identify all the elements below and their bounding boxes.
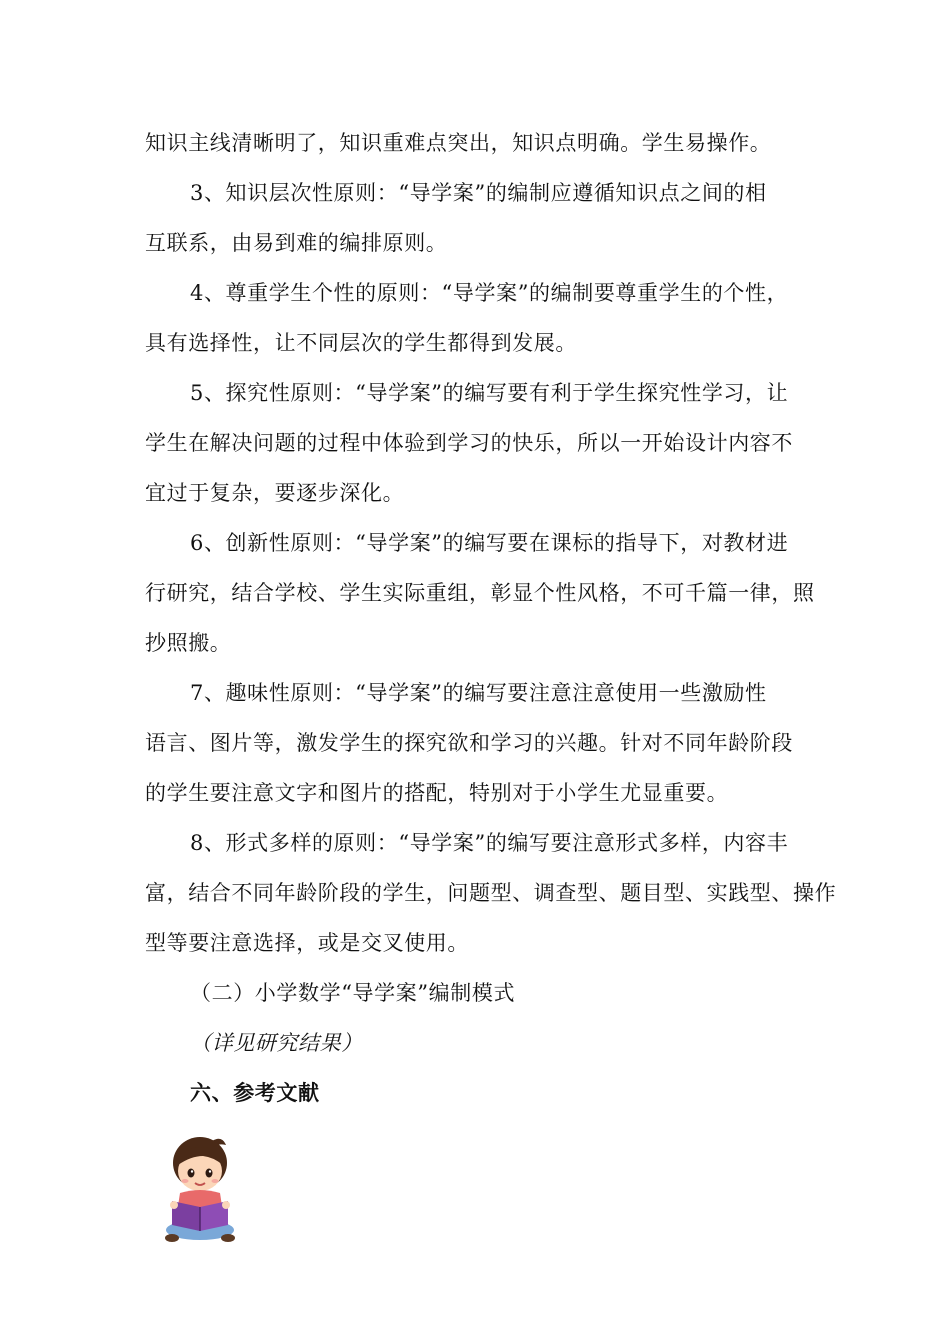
document-body xyxy=(145,118,837,1118)
text-line: 3、知识层次性原则：“导学案”的编制应遵循知识点之间的相 xyxy=(190,181,767,205)
text-line: 抄照搬。 xyxy=(145,631,232,655)
text-line: 互联系，由易到难的编排原则。 xyxy=(145,231,448,255)
text-line: 5、探究性原则：“导学案”的编写要有利于学生探究性学习，让 xyxy=(190,381,789,405)
reference-note: （详见研究结果） xyxy=(190,1031,363,1055)
text-line: 行研究，结合学校、学生实际重组，彰显个性风格，不可千篇一律，照 xyxy=(145,581,815,605)
text-line: 知识主线清晰明了，知识重难点突出，知识点明确。学生易操作。 xyxy=(145,131,772,155)
text-line: 的学生要注意文字和图片的搭配，特别对于小学生尤显重要。 xyxy=(145,781,729,805)
text-line: 4、尊重学生个性的原则：“导学案”的编制要尊重学生的个性， xyxy=(190,281,789,305)
text-line: 学生在解决问题的过程中体验到学习的快乐，所以一开始设计内容不 xyxy=(145,431,793,455)
text-line: 富，结合不同年龄阶段的学生，问题型、调查型、题目型、实践型、操作 xyxy=(145,881,837,905)
section-heading: 六、参考文献 xyxy=(190,1080,320,1105)
child-reading-book-icon xyxy=(160,1135,240,1250)
text-line: 型等要注意选择，或是交叉使用。 xyxy=(145,931,469,955)
text-line: 语言、图片等，激发学生的探究欲和学习的兴趣。针对不同年龄阶段 xyxy=(145,731,793,755)
text-line: 8、形式多样的原则：“导学案”的编写要注意形式多样，内容丰 xyxy=(190,831,789,855)
subsection-heading: （二）小学数学“导学案”编制模式 xyxy=(190,981,516,1005)
text-line: 7、趣味性原则：“导学案”的编写要注意注意使用一些激励性 xyxy=(190,681,767,705)
text-line: 6、创新性原则：“导学案”的编写要在课标的指导下，对教材进 xyxy=(190,531,789,555)
text-line: 宜过于复杂，要逐步深化。 xyxy=(145,481,405,505)
text-line: 具有选择性，让不同层次的学生都得到发展。 xyxy=(145,331,577,355)
